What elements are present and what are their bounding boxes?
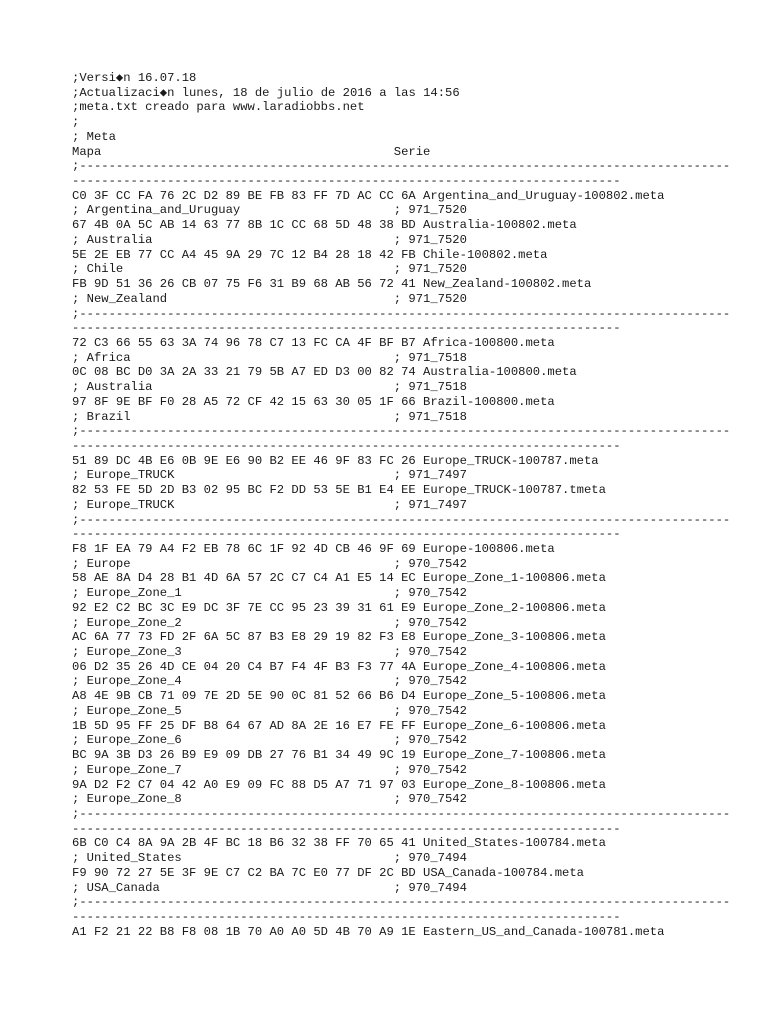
text-line: F8 1F EA 79 A4 F2 EB 78 6C 1F 92 4D CB 46 9F 69 Europe-100806.meta: [72, 542, 555, 556]
text-line: 0C 08 BC D0 3A 2A 33 21 79 5B A7 ED D3 00 82 74 Australia-100800.meta: [72, 365, 577, 380]
text-line: ; Europe_TRUCK ; 971_7497: [72, 468, 467, 483]
text-line: ; Europe_Zone_8 ; 970_7542: [72, 792, 467, 807]
text-line: ;Versi◆n 16.07.18: [72, 71, 197, 85]
text-line: 51 89 DC 4B E6 0B 9E E6 90 B2 EE 46 9F 83 FC 26 Europe_TRUCK-100787.meta: [72, 453, 599, 468]
text-line: ; Chile ; 971_7520: [72, 262, 467, 277]
text-line: AC 6A 77 73 FD 2F 6A 5C 87 B3 E8 29 19 82 F3 E8 Europe_Zone_3-100806.meta: [72, 630, 606, 645]
text-line: ; Europe_Zone_1 ; 970_7542: [72, 586, 467, 601]
text-line: ;-----------------------------------------------------------------------------------------: [72, 159, 731, 174]
text-line: ; Africa ; 971_7518: [72, 350, 467, 365]
text-line: ;meta.txt creado para www.laradiobbs.net: [72, 100, 365, 115]
text-line: ---------------------------------------------------------------------------: [72, 321, 621, 336]
text-line: 9A D2 F2 C7 04 42 A0 E9 09 FC 88 D5 A7 71 97 03 Europe_Zone_8-100806.meta: [72, 777, 606, 792]
text-line: 67 4B 0A 5C AB 14 63 77 8B 1C CC 68 5D 48 38 BD Australia-100802.meta: [72, 218, 577, 233]
text-line: ---------------------------------------------------------------------------: [72, 174, 621, 189]
text-line: ---------------------------------------------------------------------------: [72, 438, 621, 453]
text-line: ; Europe_Zone_7 ; 970_7542: [72, 762, 467, 777]
text-line: ; Europe_Zone_6 ; 970_7542: [72, 733, 467, 748]
text-line: ; Europe_Zone_5 ; 970_7542: [72, 703, 467, 718]
text-line: 82 53 FE 5D 2D B3 02 95 BC F2 DD 53 5E B1 E4 EE Europe_TRUCK-100787.tmeta: [72, 483, 606, 498]
text-line: C0 3F CC FA 76 2C D2 89 BE FB 83 FF 7D AC CC 6A Argentina_and_Uruguay-100802.meta: [72, 188, 665, 203]
text-line: ; Europe_TRUCK ; 971_7497: [72, 497, 467, 512]
text-line: ; Argentina_and_Uruguay ; 971_7520: [72, 203, 467, 218]
text-line: ;-----------------------------------------------------------------------------------------: [72, 806, 731, 821]
text-line: 5E 2E EB 77 CC A4 45 9A 29 7C 12 B4 28 18 42 FB Chile-100802.meta: [72, 247, 548, 262]
text-line: F9 90 72 27 5E 3F 9E C7 C2 BA 7C E0 77 DF 2C BD USA_Canada-100784.meta: [72, 865, 584, 880]
meta-text-document: [72, 71, 762, 939]
text-line: ; Australia ; 971_7518: [72, 380, 467, 395]
text-line: ; Europe_Zone_2 ; 970_7542: [72, 615, 467, 630]
text-line: ;Actualizaci◆n lunes, 18 de julio de 2016 a las 14:56: [72, 85, 460, 100]
text-line: ; Europe ; 970_7542: [72, 556, 467, 571]
text-line: ---------------------------------------------------------------------------: [72, 527, 621, 542]
text-line: ---------------------------------------------------------------------------: [72, 909, 621, 924]
text-line: 58 AE 8A D4 28 B1 4D 6A 57 2C C7 C4 A1 E5 14 EC Europe_Zone_1-100806.meta: [72, 571, 606, 586]
text-line: ; Meta: [72, 129, 116, 144]
text-line: ; Europe_Zone_4 ; 970_7542: [72, 674, 467, 689]
text-line: BC 9A 3B D3 26 B9 E9 09 DB 27 76 B1 34 49 9C 19 Europe_Zone_7-100806.meta: [72, 748, 606, 763]
text-line: A1 F2 21 22 B8 F8 08 1B 70 A0 A0 5D 4B 70 A9 1E Eastern_US_and_Canada-100781.meta: [72, 924, 665, 939]
text-line: Mapa Serie: [72, 144, 431, 159]
text-line: 92 E2 C2 BC 3C E9 DC 3F 7E CC 95 23 39 31 61 E9 Europe_Zone_2-100806.meta: [72, 600, 606, 615]
text-line: ; USA_Canada ; 970_7494: [72, 880, 467, 895]
text-line: ; Australia ; 971_7520: [72, 232, 467, 247]
text-line: ---------------------------------------------------------------------------: [72, 821, 621, 836]
text-line: 72 C3 66 55 63 3A 74 96 78 C7 13 FC CA 4F BF B7 Africa-100800.meta: [72, 335, 555, 350]
text-line: 6B C0 C4 8A 9A 2B 4F BC 18 B6 32 38 FF 70 65 41 United_States-100784.meta: [72, 836, 606, 851]
text-line: ; Europe_Zone_3 ; 970_7542: [72, 645, 467, 660]
text-line: ;-----------------------------------------------------------------------------------------: [72, 306, 731, 321]
text-line: 06 D2 35 26 4D CE 04 20 C4 B7 F4 4F B3 F3 77 4A Europe_Zone_4-100806.meta: [72, 659, 606, 674]
text-line: ;-----------------------------------------------------------------------------------------: [72, 895, 731, 910]
text-line: ;-----------------------------------------------------------------------------------------: [72, 512, 731, 527]
text-line: A8 4E 9B CB 71 09 7E 2D 5E 90 0C 81 52 66 B6 D4 Europe_Zone_5-100806.meta: [72, 689, 606, 704]
text-line: FB 9D 51 36 26 CB 07 75 F6 31 B9 68 AB 56 72 41 New_Zealand-100802.meta: [72, 277, 592, 292]
text-line: ; Brazil ; 971_7518: [72, 409, 467, 424]
text-line: 97 8F 9E BF F0 28 A5 72 CF 42 15 63 30 05 1F 66 Brazil-100800.meta: [72, 394, 555, 409]
text-line: ;-----------------------------------------------------------------------------------------: [72, 424, 731, 439]
text-line: ; New_Zealand ; 971_7520: [72, 291, 467, 306]
text-line: 1B 5D 95 FF 25 DF B8 64 67 AD 8A 2E 16 E7 FE FF Europe_Zone_6-100806.meta: [72, 718, 606, 733]
text-line: ; United_States ; 970_7494: [72, 851, 467, 866]
text-line: ;: [72, 115, 80, 130]
